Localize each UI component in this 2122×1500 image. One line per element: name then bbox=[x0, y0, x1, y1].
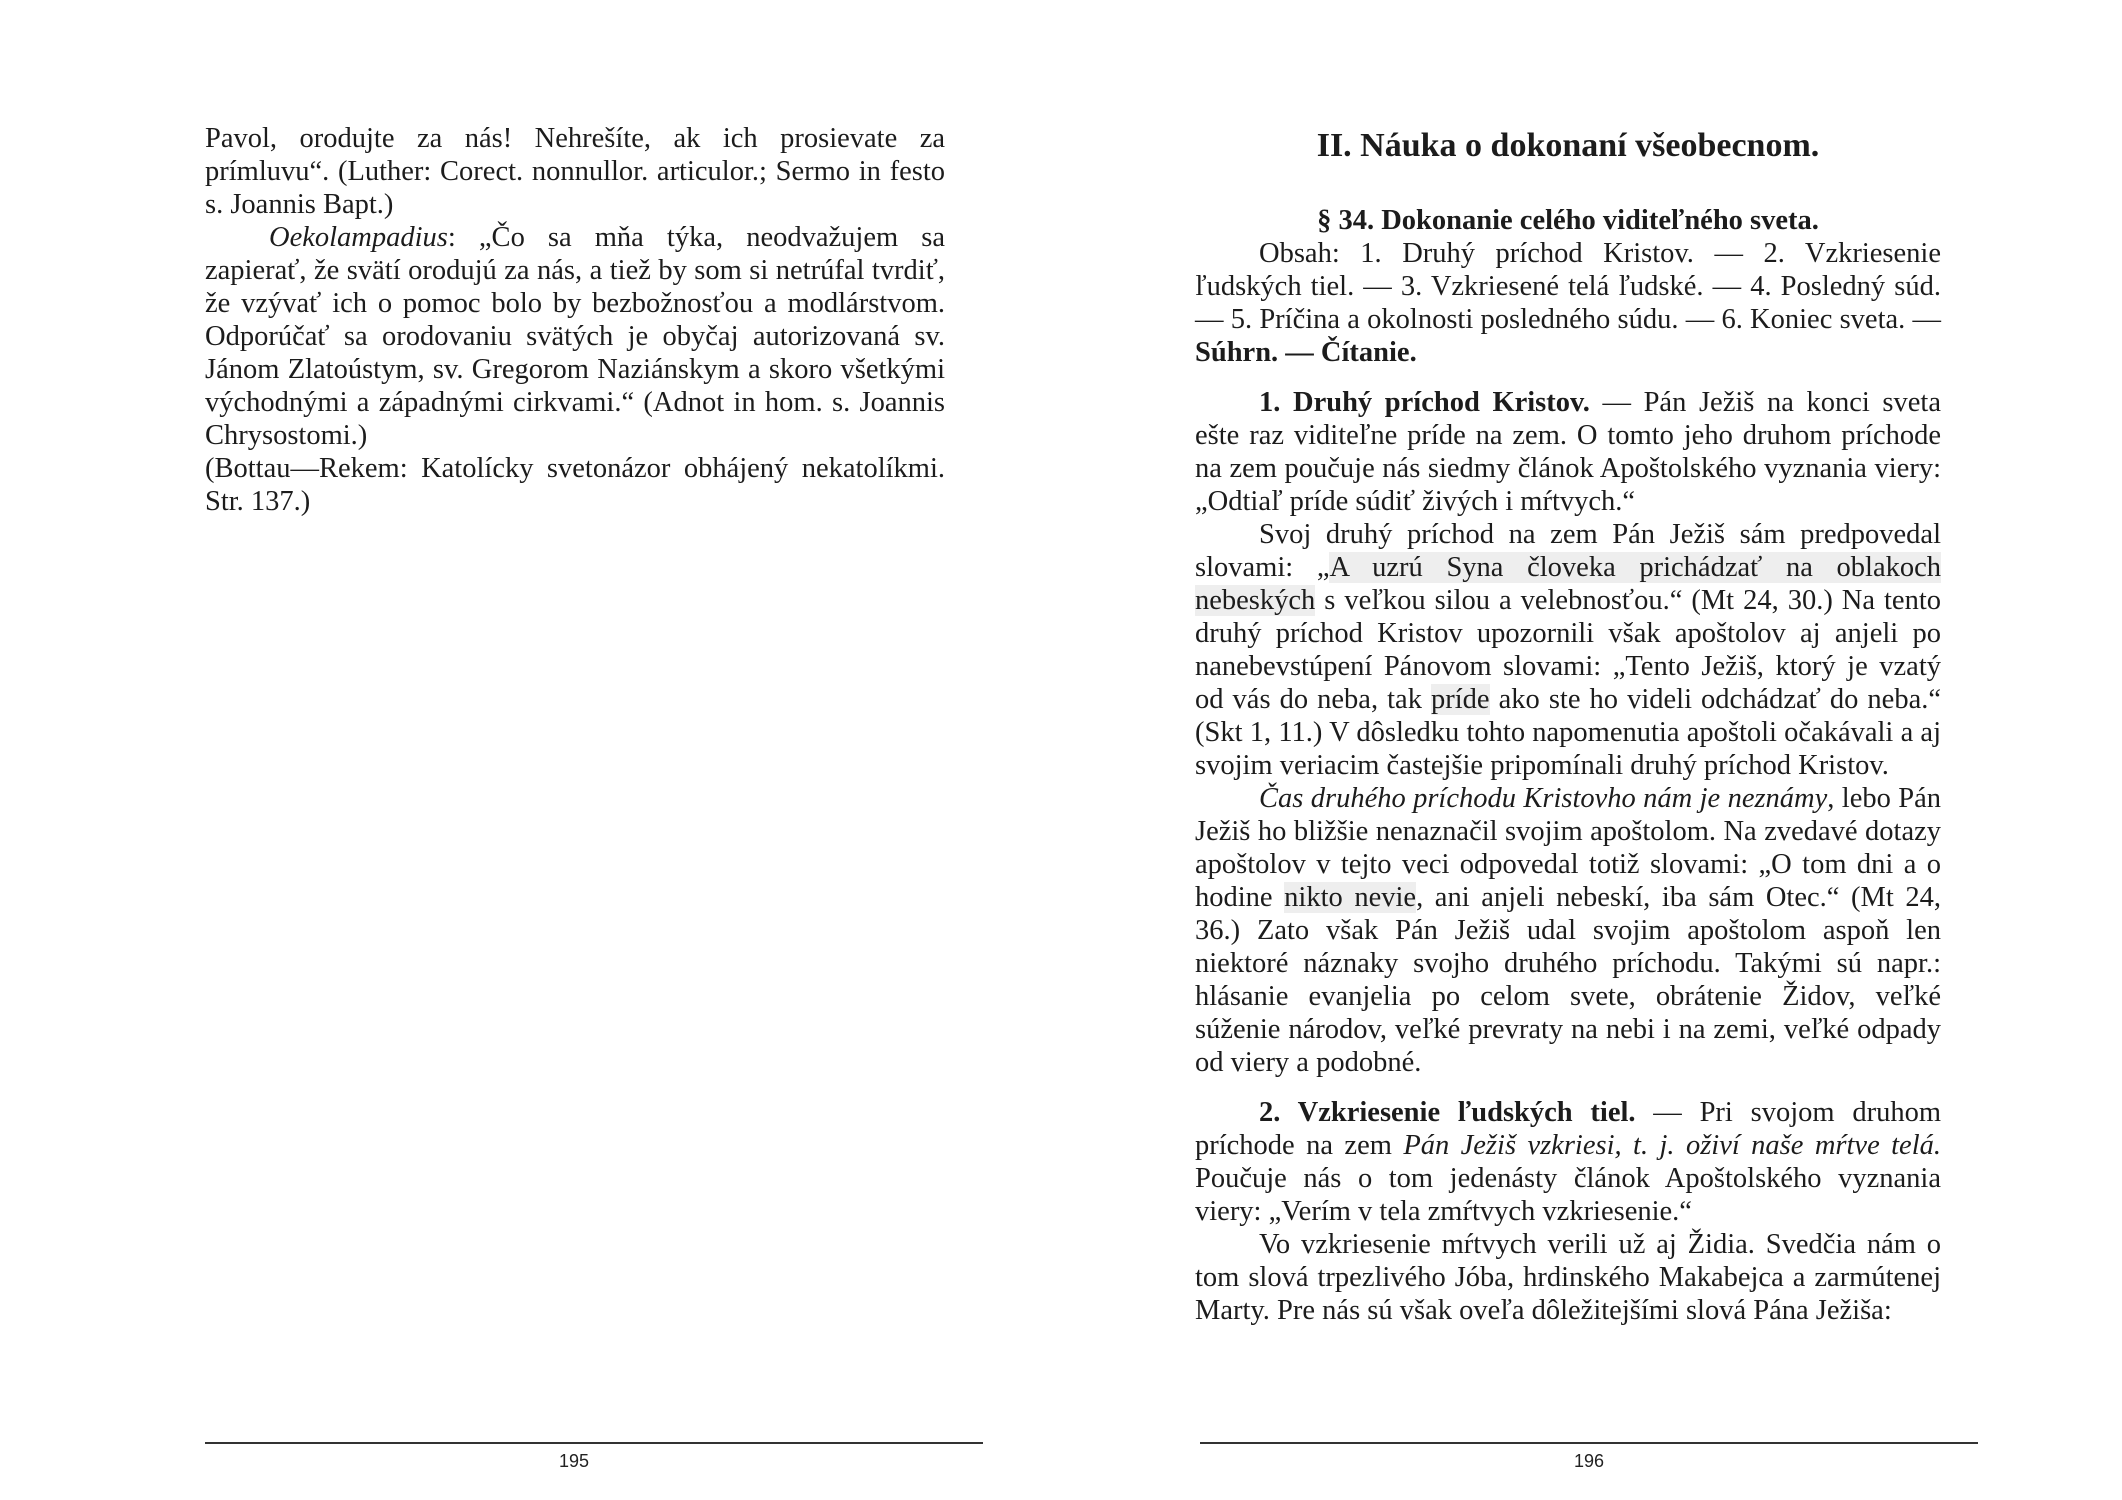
paragraph: Čas druhého príchodu Kristovho nám je neznámy, lebo Pán Ježiš ho bližšie nenaznačil svojim apoštolom. Na zvedavé dotazy apoštolov v tejto veci odpovedal totiž slovami: „O tom dni a o hodine nikto nevie, ani anjeli nebeskí, iba sám Otec.“ (Mt 24, 36.) Zato však Pán Ježiš udal svojim apoštolom aspoň len niektoré náznaky svojho druhého príchodu. Takými sú napr.: hlásanie evanjelia po celom svete, obrátenie Židov, veľké súženie národov, veľké prevraty na nebi i na zemi, veľké odpady od viery a podobné. bbox=[1195, 783, 1941, 1078]
paragraph: Svoj druhý príchod na zem Pán Ježiš sám predpovedal slovami: „A uzrú Syna človeka prichádzať na oblakoch nebeských s veľkou silou a velebnosťou.“ (Mt 24, 30.) Na tento druhý príchod Kristov upozornili však apoštolov aj anjeli po nanebevstúpení Pánovom slovami: „Tento Ježiš, ktorý je vzatý od vás do neba, tak príde ako ste ho videli odchádzať do neba.“ (Skt 1, 11.) V dôsledku tohto napomenutia apoštoli očakávali a aj svojim veriacim častejšie pripomínali druhý príchod Kristov. bbox=[1195, 519, 1941, 781]
footer-rule bbox=[1200, 1442, 1978, 1444]
section-heading: § 34. Dokonanie celého viditeľného sveta. bbox=[1317, 205, 1819, 236]
contents-paragraph: Obsah: 1. Druhý príchod Kristov. — 2. Vzkriesenie ľudských tiel. — 3. Vzkriesené telá ľudské. — 4. Posledný súd. — 5. Príčina a okolnosti posledného súdu. — 6. Koniec sveta. — Súhrn. — Čítanie. bbox=[1195, 238, 1941, 368]
paragraph: 2. Vzkriesenie ľudských tiel. — Pri svojom druhom príchode na zem Pán Ježiš vzkriesi, t. j. oživí naše mŕtve telá. Poučuje nás o tom jedenásty článok Apoštolského vyznania viery: „Verím v tela zmŕtvych vzkriesenie.“ bbox=[1195, 1097, 1941, 1227]
paragraph: Pavol, orodujte za nás! Nehrešíte, ak ich prosievate za prímluvu“. (Luther: Corect. nonnullor. articulor.; Sermo in festo s. Joannis Bapt.) bbox=[205, 123, 945, 220]
page-number: 196 bbox=[1573, 1451, 1605, 1471]
paragraph: Oekolampadius: „Čo sa mňa týka, neodvažujem sa zapierať, že svätí orodujú za nás, a tiež by som si netrúfal tvrdiť, že vzývať ich o pomoc bolo by bezbožnosťou a modlárstvom. Odporúčať sa orodovaniu svätých je obyčaj autorizovaná sv. Jánom Zlatoústym, sv. Gregorom Naziánskym a skoro všetkými východnými a západnými cirkvami.“ (Adnot in hom. s. Joannis Chrysostomi.) bbox=[205, 222, 945, 451]
page-number: 195 bbox=[558, 1451, 590, 1471]
right-page-text bbox=[1195, 122, 1941, 1327]
footer-rule bbox=[205, 1442, 983, 1444]
italic-name: Oekolampadius bbox=[269, 222, 448, 253]
subsection-heading: 1. Druhý príchod Kristov. bbox=[1259, 387, 1590, 418]
highlighted-text: nikto nevie bbox=[1284, 882, 1417, 913]
left-page-text bbox=[205, 122, 945, 518]
chapter-title: II. Náuka o dokonaní všeobecnom. bbox=[1316, 127, 1820, 164]
subsection-heading: 2. Vzkriesenie ľudských tiel. bbox=[1259, 1097, 1636, 1128]
paragraph: (Bottau—Rekem: Katolícky svetonázor obhájený nekatolíkmi. Str. 137.) bbox=[205, 453, 945, 517]
highlighted-text: príde bbox=[1431, 684, 1490, 715]
paragraph: Vo vzkriesenie mŕtvych verili už aj Židia. Svedčia nám o tom slová trpezlivého Jóba, hrdinského Makabejca a zarmútenej Marty. Pre nás sú však oveľa dôležitejšími slová Pána Ježiša: bbox=[1195, 1229, 1941, 1326]
paragraph: 1. Druhý príchod Kristov. — Pán Ježiš na konci sveta ešte raz viditeľne príde na zem. O tomto jeho druhom príchode na zem poučuje nás siedmy článok Apoštolského vyznania viery: „Odtiaľ príde súdiť živých i mŕtvych.“ bbox=[1195, 387, 1941, 517]
right-page bbox=[1061, 0, 2122, 1500]
highlighted-text: A uzrú Syna človeka prichádzať na oblakoch nebeských bbox=[1195, 552, 1941, 616]
